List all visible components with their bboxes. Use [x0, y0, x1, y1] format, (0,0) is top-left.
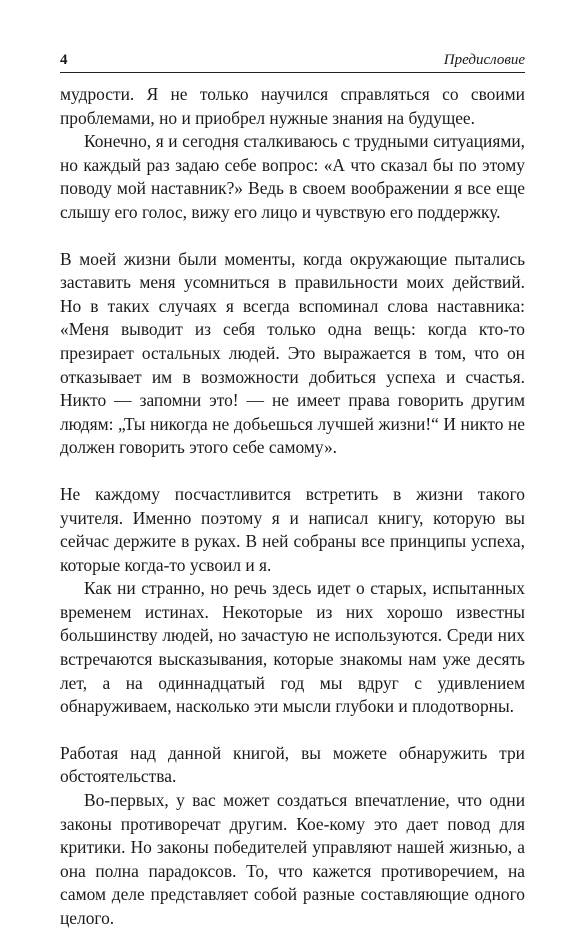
page-number: 4: [60, 52, 68, 68]
paragraph-2: Конечно, я и сегодня сталкиваюсь с трудными ситуациями, но каждый раз задаю себе вопрос: «А что сказал бы по этому поводу мой наставник?» Ведь в своем воображении я все еще слышу его голос, вижу его лицо и чувствую его поддержку.: [60, 131, 525, 222]
paragraph-3: В моей жизни были моменты, когда окружающие пытались заставить меня усомниться в правильности моих действий. Но в таких случаях я всегда вспоминал слова наставника: «Меня выводит из себя только одна вещь: когда кто-то презирает остальных людей. Это выражается в том, что он отказывает им в возможности добиться успеха и счастья. Никто — запомни это! — не имеет права говорить другим людям: „Ты никогда не добьешься лучшей жизни!“ И никто не должен говорить этого себе самому».: [60, 248, 525, 458]
paragraph-4: Не каждому посчастливится встретить в жизни такого учителя. Именно поэтому я и написал книгу, которую вы сейчас держите в руках. В ней собраны все принципы успеха, которые когда-то усвоил и я.: [60, 483, 525, 575]
body-text: [60, 83, 525, 931]
paragraph-1: мудрости. Я не только научился справляться со своими проблемами, но и приобрел нужные знания на будущее.: [60, 84, 525, 128]
paragraph-6: Работая над данной книгой, вы можете обнаружить три обстоятельства.: [60, 742, 525, 787]
running-head: [60, 52, 525, 73]
section-title: Предисловие: [443, 52, 525, 68]
paragraph-5: Как ни странно, но речь здесь идет о старых, испытанных временем истинах. Некоторые из них хорошо известны большинству людей, но зачастую не используются. Среди них встречаются высказывания, которые знакомы нам уже десять лет, а на одиннадцатый год мы вдруг с удивлением обнаруживаем, насколько эти мысли глубоки и плодотворны.: [60, 578, 525, 717]
paragraph-7: Во-первых, у вас может создаться впечатление, что одни законы противоречат другим. Кое-кому это дает повод для критики. Но законы победителей управляют нашей жизнью, а она полна парадоксов. То, что кажется противоречием, на самом деле представляет собой разные составляющие одного целого.: [60, 790, 525, 928]
book-page: [60, 52, 525, 931]
